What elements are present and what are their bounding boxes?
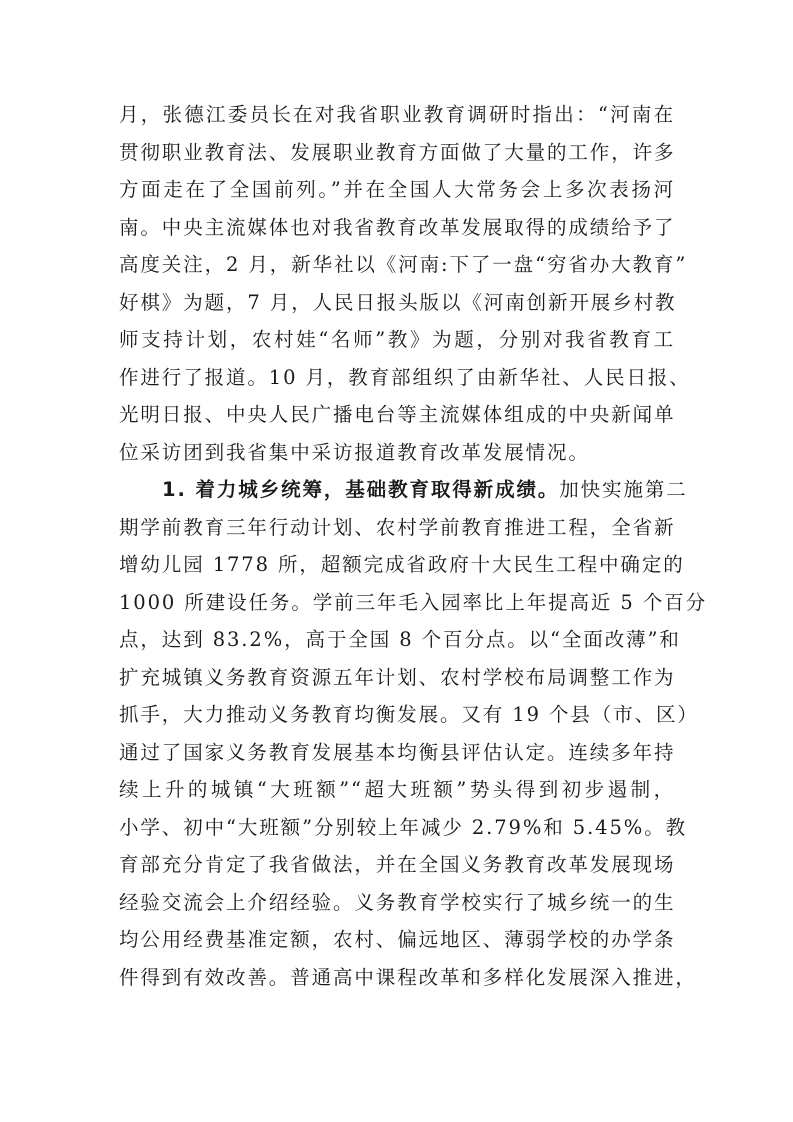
text-line: 位采访团到我省集中采访报道教育改革发展情况。 bbox=[119, 440, 590, 464]
body-text bbox=[119, 96, 708, 996]
section-heading: 1. 着力城乡统筹，基础教育取得新成绩。 bbox=[162, 478, 560, 501]
text-line: 增幼儿园 1778 所，超额完成省政府十大民生工程中确定的 bbox=[119, 553, 685, 576]
text-line: 点，达到 83.2%，高于全国 8 个百分点。以“全面改薄”和 bbox=[119, 628, 681, 651]
paragraph-first-line bbox=[119, 471, 688, 509]
text-line: 南。中央主流媒体也对我省教育改革发展取得的成绩给予了 bbox=[119, 215, 676, 239]
text-run: 加快实施第二 bbox=[559, 478, 688, 501]
text-line: 育部充分肯定了我省做法，并在全国义务教育改革发展现场 bbox=[119, 853, 676, 876]
text-line: 经验交流会上介绍经验。义务教育学校实行了城乡统一的生 bbox=[119, 890, 676, 914]
text-line: 件得到有效改善。普通高中课程改革和多样化发展深入推进， bbox=[119, 965, 697, 989]
text-line: 贯彻职业教育法、发展职业教育方面做了大量的工作，许多 bbox=[119, 140, 676, 164]
text-line: 好棋》为题，7 月，人民日报头版以《河南创新开展乡村教 bbox=[119, 290, 677, 314]
text-line: 续上升的城镇“大班额”“超大班额”势头得到初步遏制， bbox=[119, 778, 675, 801]
text-line: 作进行了报道。10 月，教育部组织了由新华社、人民日报、 bbox=[119, 365, 691, 389]
text-line: 月，张德江委员长在对我省职业教育调研时指出：“河南在 bbox=[119, 103, 675, 126]
text-line: 光明日报、中央人民广播电台等主流媒体组成的中央新闻单 bbox=[119, 403, 676, 426]
text-line: 高度关注，2 月，新华社以《河南:下了一盘“穷省办大教育” bbox=[119, 253, 688, 276]
paragraph-1 bbox=[119, 96, 691, 471]
text-line: 师支持计划，农村娃“名师”教》为题，分别对我省教育工 bbox=[119, 328, 675, 351]
text-line: 方面走在了全国前列。”并在全国人大常务会上多次表扬河 bbox=[119, 178, 675, 201]
text-line: 扩充城镇义务教育资源五年计划、农村学校布局调整工作为 bbox=[119, 665, 676, 689]
text-line: 通过了国家义务教育发展基本均衡县评估认定。连续多年持 bbox=[119, 740, 676, 764]
text-line: 期学前教育三年行动计划、农村学前教育推进工程，全省新 bbox=[119, 515, 676, 539]
text-line: 抓手，大力推动义务教育均衡发展。又有 19 个县（市、区） bbox=[119, 703, 699, 726]
paragraph-2 bbox=[119, 471, 708, 996]
text-line: 均公用经费基准定额，农村、偏远地区、薄弱学校的办学条 bbox=[119, 928, 676, 951]
text-line: 小学、初中“大班额”分别较上年减少 2.79%和 5.45%。教 bbox=[119, 815, 688, 839]
text-line: 1000 所建设任务。学前三年毛入园率比上年提高近 5 个百分 bbox=[119, 590, 708, 614]
